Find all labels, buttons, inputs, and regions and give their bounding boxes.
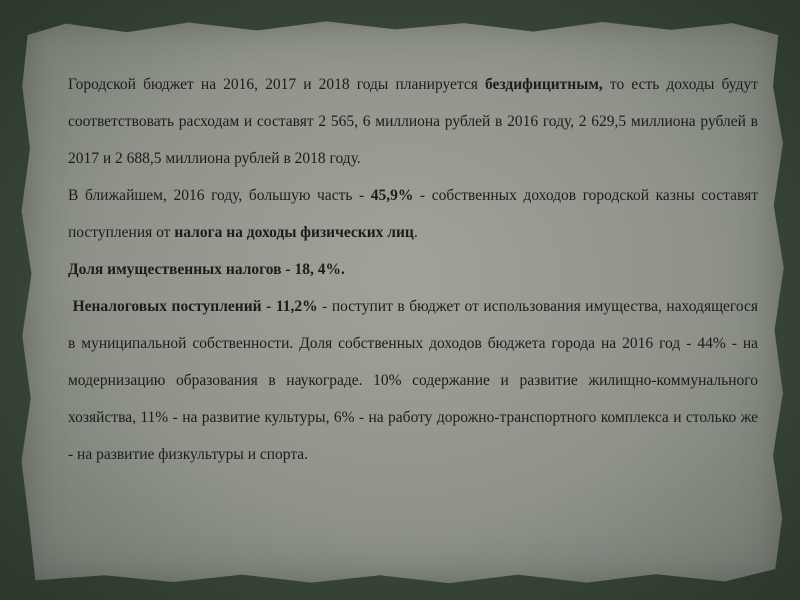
bold-segment: бездифицитным, (485, 76, 603, 93)
text-segment: Городской бюджет на 2016, 2017 и 2018 годы планируется (68, 76, 486, 93)
bold-segment: Неналоговых поступлений - 11,2% (68, 298, 318, 315)
text-segment: то есть доходы будут соответствовать расходам и составят 2 565, 6 миллиона рублей в 2016 году, 2 629,5 миллиона рублей в 2017 и 2 688,5 миллиона рублей в 2018 году. (68, 76, 758, 167)
bold-segment: 45,9% (370, 187, 414, 204)
text-segment: . (413, 224, 418, 241)
bold-segment: Доля имущественных налогов - 18, 4%. (68, 261, 345, 278)
text-segment: В ближайшем, 2016 году, большую часть - (68, 187, 371, 204)
text-segment: - собственных доходов городской казны составят поступления от (68, 187, 759, 241)
paragraph-property-tax (68, 251, 758, 288)
text-segment: - поступит в бюджет от использования имущества, находящегося в муниципальной собственности. Доля собственных доходов бюджета города на 2016 год - 44% - на модернизацию образования в наукограде. 10% содержание и развитие жилищно-коммунального хозяйства, 11% - на развитие культуры, 6% - на работу дорожно-транспортного комплекса и столько же - на развитие физкультуры и спорта. (68, 298, 759, 463)
paragraph-income-tax (68, 177, 758, 251)
paragraph-budget-plan (68, 66, 758, 177)
bold-segment: налога на доходы физических лиц (174, 224, 414, 241)
paragraph-non-tax (68, 288, 758, 473)
document-body (68, 66, 758, 473)
